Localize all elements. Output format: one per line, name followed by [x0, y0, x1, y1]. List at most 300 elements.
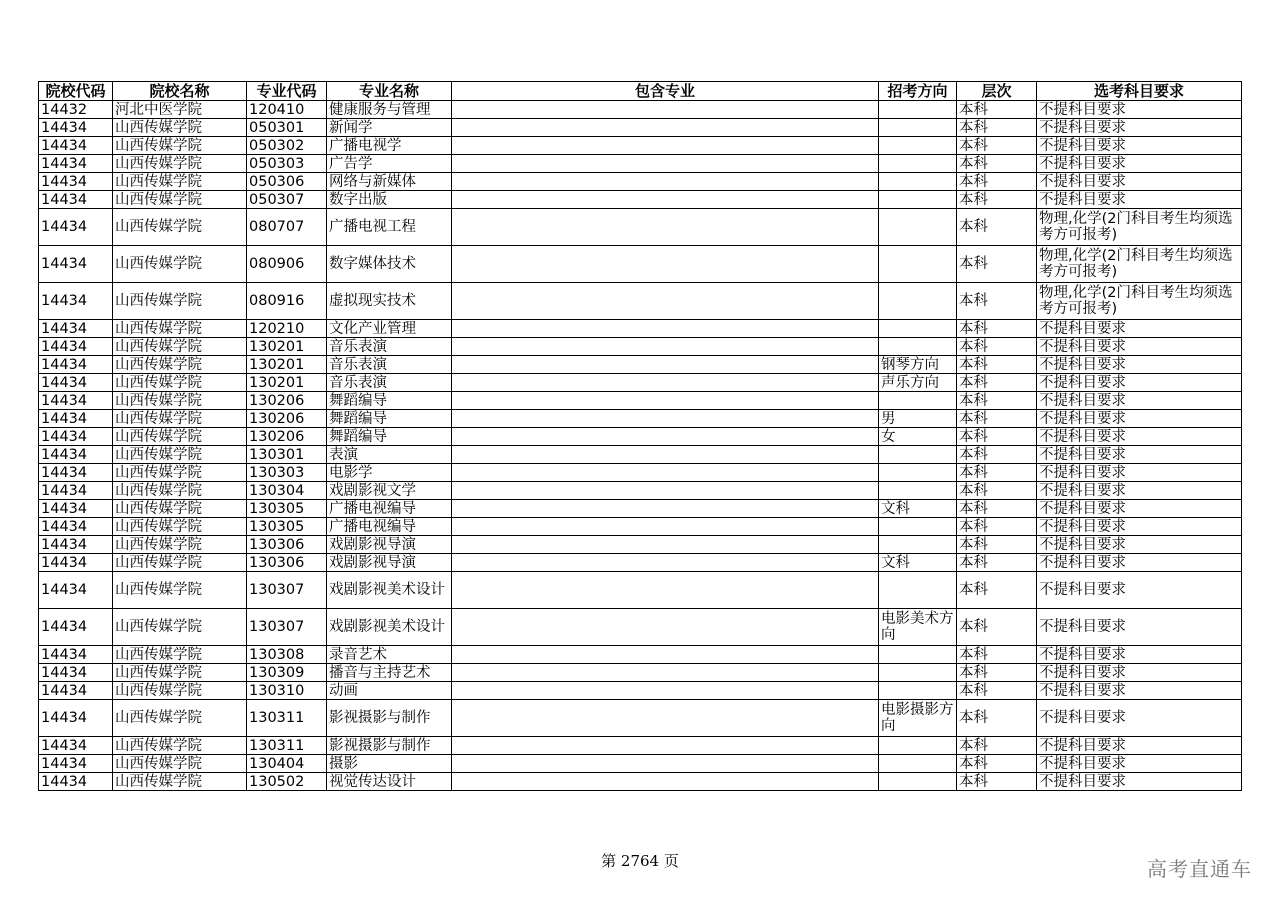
cell-school-code: 14434 [39, 554, 113, 572]
cell-direction [879, 482, 957, 500]
cell-level: 本科 [957, 283, 1037, 320]
cell-level: 本科 [957, 119, 1037, 137]
cell-school-code: 14432 [39, 101, 113, 119]
cell-direction: 男 [879, 410, 957, 428]
cell-school-name: 山西传媒学院 [113, 700, 247, 737]
cell-school-name: 山西传媒学院 [113, 664, 247, 682]
cell-level: 本科 [957, 173, 1037, 191]
table-row [39, 682, 1242, 700]
table-row [39, 737, 1242, 755]
cell-major-name: 音乐表演 [327, 338, 452, 356]
cell-included-majors [452, 773, 879, 791]
cell-major-name: 虚拟现实技术 [327, 283, 452, 320]
cell-school-name: 山西传媒学院 [113, 682, 247, 700]
cell-direction: 电影摄影方向 [879, 700, 957, 737]
cell-major-name: 录音艺术 [327, 646, 452, 664]
cell-level: 本科 [957, 500, 1037, 518]
cell-included-majors [452, 554, 879, 572]
cell-direction [879, 392, 957, 410]
cell-level: 本科 [957, 428, 1037, 446]
cell-direction [879, 536, 957, 554]
cell-included-majors [452, 482, 879, 500]
cell-major-name: 表演 [327, 446, 452, 464]
cell-subject-requirement: 不提科目要求 [1037, 518, 1242, 536]
cell-direction [879, 338, 957, 356]
cell-subject-requirement: 物理,化学(2门科目考生均须选考方可报考) [1037, 246, 1242, 283]
cell-major-name: 影视摄影与制作 [327, 737, 452, 755]
cell-level: 本科 [957, 755, 1037, 773]
cell-included-majors [452, 283, 879, 320]
cell-level: 本科 [957, 682, 1037, 700]
cell-direction: 电影美术方向 [879, 609, 957, 646]
cell-school-code: 14434 [39, 446, 113, 464]
cell-school-code: 14434 [39, 246, 113, 283]
cell-level: 本科 [957, 356, 1037, 374]
cell-level: 本科 [957, 374, 1037, 392]
cell-major-name: 广播电视工程 [327, 209, 452, 246]
cell-included-majors [452, 410, 879, 428]
header-school-name: 院校名称 [113, 82, 247, 101]
cell-level: 本科 [957, 700, 1037, 737]
cell-major-code: 130310 [247, 682, 327, 700]
cell-major-name: 舞蹈编导 [327, 428, 452, 446]
table-row [39, 755, 1242, 773]
cell-subject-requirement: 不提科目要求 [1037, 338, 1242, 356]
table-row [39, 137, 1242, 155]
table-row [39, 500, 1242, 518]
cell-level: 本科 [957, 773, 1037, 791]
table-row [39, 338, 1242, 356]
cell-included-majors [452, 338, 879, 356]
cell-direction [879, 191, 957, 209]
cell-included-majors [452, 755, 879, 773]
cell-school-name: 山西传媒学院 [113, 246, 247, 283]
cell-subject-requirement: 不提科目要求 [1037, 482, 1242, 500]
cell-major-code: 130301 [247, 446, 327, 464]
cell-direction [879, 155, 957, 173]
table-row [39, 356, 1242, 374]
cell-major-name: 音乐表演 [327, 356, 452, 374]
cell-level: 本科 [957, 664, 1037, 682]
cell-major-name: 影视摄影与制作 [327, 700, 452, 737]
table-row [39, 518, 1242, 536]
table-row [39, 572, 1242, 609]
cell-subject-requirement: 不提科目要求 [1037, 646, 1242, 664]
cell-school-name: 山西传媒学院 [113, 773, 247, 791]
cell-level: 本科 [957, 209, 1037, 246]
cell-school-code: 14434 [39, 572, 113, 609]
cell-major-code: 130305 [247, 518, 327, 536]
table-row [39, 374, 1242, 392]
cell-subject-requirement: 物理,化学(2门科目考生均须选考方可报考) [1037, 283, 1242, 320]
cell-school-code: 14434 [39, 755, 113, 773]
cell-major-code: 080707 [247, 209, 327, 246]
cell-major-code: 130311 [247, 700, 327, 737]
cell-school-code: 14434 [39, 464, 113, 482]
cell-major-code: 130206 [247, 392, 327, 410]
cell-subject-requirement: 不提科目要求 [1037, 755, 1242, 773]
table-row [39, 173, 1242, 191]
cell-major-name: 戏剧影视文学 [327, 482, 452, 500]
table-row [39, 700, 1242, 737]
cell-school-code: 14434 [39, 392, 113, 410]
cell-included-majors [452, 572, 879, 609]
cell-included-majors [452, 609, 879, 646]
cell-school-name: 山西传媒学院 [113, 338, 247, 356]
cell-direction [879, 446, 957, 464]
cell-major-code: 130307 [247, 572, 327, 609]
cell-school-name: 山西传媒学院 [113, 464, 247, 482]
header-direction: 招考方向 [879, 82, 957, 101]
cell-subject-requirement: 不提科目要求 [1037, 137, 1242, 155]
cell-level: 本科 [957, 518, 1037, 536]
table-row [39, 536, 1242, 554]
cell-school-code: 14434 [39, 664, 113, 682]
cell-included-majors [452, 320, 879, 338]
cell-school-code: 14434 [39, 283, 113, 320]
cell-direction [879, 173, 957, 191]
table-row [39, 664, 1242, 682]
cell-school-name: 山西传媒学院 [113, 374, 247, 392]
cell-school-name: 山西传媒学院 [113, 137, 247, 155]
table-row [39, 392, 1242, 410]
cell-major-code: 120210 [247, 320, 327, 338]
cell-subject-requirement: 不提科目要求 [1037, 155, 1242, 173]
cell-school-name: 河北中医学院 [113, 101, 247, 119]
cell-school-code: 14434 [39, 482, 113, 500]
watermark-logo: 高考直通车 [1147, 857, 1252, 881]
cell-school-name: 山西传媒学院 [113, 428, 247, 446]
cell-school-name: 山西传媒学院 [113, 737, 247, 755]
cell-direction: 女 [879, 428, 957, 446]
cell-subject-requirement: 不提科目要求 [1037, 572, 1242, 609]
cell-major-name: 数字出版 [327, 191, 452, 209]
cell-major-name: 网络与新媒体 [327, 173, 452, 191]
cell-subject-requirement: 不提科目要求 [1037, 664, 1242, 682]
cell-major-name: 音乐表演 [327, 374, 452, 392]
cell-subject-requirement: 不提科目要求 [1037, 446, 1242, 464]
cell-subject-requirement: 不提科目要求 [1037, 464, 1242, 482]
cell-school-code: 14434 [39, 191, 113, 209]
cell-major-code: 050307 [247, 191, 327, 209]
cell-direction [879, 773, 957, 791]
header-included-majors: 包含专业 [452, 82, 879, 101]
cell-included-majors [452, 356, 879, 374]
cell-level: 本科 [957, 446, 1037, 464]
cell-direction [879, 646, 957, 664]
cell-school-name: 山西传媒学院 [113, 191, 247, 209]
cell-major-name: 舞蹈编导 [327, 410, 452, 428]
cell-subject-requirement: 物理,化学(2门科目考生均须选考方可报考) [1037, 209, 1242, 246]
cell-included-majors [452, 101, 879, 119]
cell-major-code: 120410 [247, 101, 327, 119]
cell-major-name: 播音与主持艺术 [327, 664, 452, 682]
cell-major-code: 080916 [247, 283, 327, 320]
cell-level: 本科 [957, 191, 1037, 209]
cell-school-name: 山西传媒学院 [113, 283, 247, 320]
cell-school-name: 山西传媒学院 [113, 209, 247, 246]
table-row [39, 119, 1242, 137]
cell-school-code: 14434 [39, 209, 113, 246]
cell-school-name: 山西传媒学院 [113, 755, 247, 773]
table-body [39, 101, 1242, 791]
cell-direction [879, 209, 957, 246]
cell-school-code: 14434 [39, 155, 113, 173]
cell-included-majors [452, 137, 879, 155]
cell-included-majors [452, 646, 879, 664]
cell-level: 本科 [957, 737, 1037, 755]
cell-level: 本科 [957, 320, 1037, 338]
cell-subject-requirement: 不提科目要求 [1037, 773, 1242, 791]
cell-direction [879, 518, 957, 536]
cell-school-code: 14434 [39, 700, 113, 737]
cell-major-name: 动画 [327, 682, 452, 700]
cell-school-name: 山西传媒学院 [113, 482, 247, 500]
cell-subject-requirement: 不提科目要求 [1037, 320, 1242, 338]
cell-major-name: 戏剧影视美术设计 [327, 572, 452, 609]
cell-level: 本科 [957, 155, 1037, 173]
cell-level: 本科 [957, 646, 1037, 664]
cell-level: 本科 [957, 410, 1037, 428]
cell-major-code: 130308 [247, 646, 327, 664]
cell-major-code: 130311 [247, 737, 327, 755]
cell-level: 本科 [957, 338, 1037, 356]
header-subject-requirement: 选考科目要求 [1037, 82, 1242, 101]
cell-major-code: 130303 [247, 464, 327, 482]
cell-subject-requirement: 不提科目要求 [1037, 682, 1242, 700]
cell-school-code: 14434 [39, 173, 113, 191]
cell-major-code: 130309 [247, 664, 327, 682]
header-level: 层次 [957, 82, 1037, 101]
cell-major-name: 摄影 [327, 755, 452, 773]
cell-level: 本科 [957, 609, 1037, 646]
cell-direction: 钢琴方向 [879, 356, 957, 374]
cell-major-code: 050301 [247, 119, 327, 137]
cell-included-majors [452, 428, 879, 446]
header-major-name: 专业名称 [327, 82, 452, 101]
cell-major-name: 视觉传达设计 [327, 773, 452, 791]
cell-school-code: 14434 [39, 320, 113, 338]
cell-major-name: 健康服务与管理 [327, 101, 452, 119]
cell-level: 本科 [957, 392, 1037, 410]
cell-major-code: 130201 [247, 338, 327, 356]
cell-included-majors [452, 682, 879, 700]
cell-school-name: 山西传媒学院 [113, 392, 247, 410]
cell-included-majors [452, 500, 879, 518]
page-number: 第 2764 页 [601, 852, 679, 870]
cell-major-name: 戏剧影视导演 [327, 554, 452, 572]
cell-major-code: 130306 [247, 554, 327, 572]
cell-school-code: 14434 [39, 536, 113, 554]
table-row [39, 646, 1242, 664]
cell-major-name: 戏剧影视导演 [327, 536, 452, 554]
cell-included-majors [452, 446, 879, 464]
cell-major-code: 130206 [247, 410, 327, 428]
table-row [39, 446, 1242, 464]
cell-subject-requirement: 不提科目要求 [1037, 536, 1242, 554]
cell-direction [879, 119, 957, 137]
cell-included-majors [452, 155, 879, 173]
table-row [39, 428, 1242, 446]
cell-included-majors [452, 737, 879, 755]
cell-level: 本科 [957, 554, 1037, 572]
table-row [39, 609, 1242, 646]
header-major-code: 专业代码 [247, 82, 327, 101]
cell-major-code: 130307 [247, 609, 327, 646]
cell-major-name: 文化产业管理 [327, 320, 452, 338]
cell-school-code: 14434 [39, 609, 113, 646]
cell-level: 本科 [957, 246, 1037, 283]
cell-included-majors [452, 209, 879, 246]
cell-major-code: 130206 [247, 428, 327, 446]
cell-level: 本科 [957, 572, 1037, 609]
cell-included-majors [452, 246, 879, 283]
cell-major-code: 050303 [247, 155, 327, 173]
cell-level: 本科 [957, 464, 1037, 482]
cell-school-code: 14434 [39, 682, 113, 700]
cell-direction: 声乐方向 [879, 374, 957, 392]
cell-included-majors [452, 464, 879, 482]
cell-included-majors [452, 536, 879, 554]
cell-school-name: 山西传媒学院 [113, 119, 247, 137]
cell-subject-requirement: 不提科目要求 [1037, 700, 1242, 737]
table-row [39, 482, 1242, 500]
cell-direction [879, 664, 957, 682]
cell-school-code: 14434 [39, 518, 113, 536]
cell-direction [879, 464, 957, 482]
cell-school-name: 山西传媒学院 [113, 173, 247, 191]
cell-direction [879, 755, 957, 773]
cell-school-name: 山西传媒学院 [113, 646, 247, 664]
cell-school-name: 山西传媒学院 [113, 356, 247, 374]
cell-major-code: 130306 [247, 536, 327, 554]
cell-direction [879, 737, 957, 755]
cell-subject-requirement: 不提科目要求 [1037, 500, 1242, 518]
cell-school-name: 山西传媒学院 [113, 536, 247, 554]
cell-included-majors [452, 119, 879, 137]
cell-major-name: 广播电视编导 [327, 500, 452, 518]
cell-subject-requirement: 不提科目要求 [1037, 356, 1242, 374]
cell-direction: 文科 [879, 500, 957, 518]
table-row [39, 191, 1242, 209]
cell-major-name: 新闻学 [327, 119, 452, 137]
cell-major-name: 舞蹈编导 [327, 392, 452, 410]
cell-direction [879, 246, 957, 283]
cell-direction [879, 137, 957, 155]
cell-included-majors [452, 392, 879, 410]
cell-school-code: 14434 [39, 737, 113, 755]
header-school-code: 院校代码 [39, 82, 113, 101]
cell-direction [879, 572, 957, 609]
cell-subject-requirement: 不提科目要求 [1037, 609, 1242, 646]
cell-school-code: 14434 [39, 646, 113, 664]
cell-major-name: 广告学 [327, 155, 452, 173]
cell-major-code: 130201 [247, 374, 327, 392]
cell-subject-requirement: 不提科目要求 [1037, 410, 1242, 428]
cell-major-code: 130404 [247, 755, 327, 773]
cell-school-code: 14434 [39, 119, 113, 137]
cell-direction [879, 320, 957, 338]
cell-school-code: 14434 [39, 500, 113, 518]
table-row [39, 320, 1242, 338]
cell-included-majors [452, 374, 879, 392]
cell-direction: 文科 [879, 554, 957, 572]
cell-major-name: 广播电视学 [327, 137, 452, 155]
cell-subject-requirement: 不提科目要求 [1037, 119, 1242, 137]
cell-included-majors [452, 664, 879, 682]
cell-school-name: 山西传媒学院 [113, 410, 247, 428]
table-row [39, 410, 1242, 428]
cell-included-majors [452, 700, 879, 737]
table-row [39, 209, 1242, 246]
cell-major-code: 050306 [247, 173, 327, 191]
cell-school-name: 山西传媒学院 [113, 500, 247, 518]
cell-subject-requirement: 不提科目要求 [1037, 392, 1242, 410]
cell-school-name: 山西传媒学院 [113, 155, 247, 173]
cell-major-code: 130201 [247, 356, 327, 374]
cell-subject-requirement: 不提科目要求 [1037, 554, 1242, 572]
cell-level: 本科 [957, 101, 1037, 119]
cell-included-majors [452, 173, 879, 191]
cell-school-code: 14434 [39, 356, 113, 374]
cell-major-code: 130304 [247, 482, 327, 500]
cell-level: 本科 [957, 536, 1037, 554]
cell-major-name: 广播电视编导 [327, 518, 452, 536]
cell-major-name: 数字媒体技术 [327, 246, 452, 283]
cell-school-code: 14434 [39, 374, 113, 392]
cell-school-name: 山西传媒学院 [113, 554, 247, 572]
cell-school-code: 14434 [39, 137, 113, 155]
table-row [39, 773, 1242, 791]
table-row [39, 554, 1242, 572]
cell-included-majors [452, 518, 879, 536]
table-row [39, 101, 1242, 119]
table-row [39, 283, 1242, 320]
admissions-table [38, 81, 1242, 791]
cell-major-code: 130502 [247, 773, 327, 791]
cell-level: 本科 [957, 137, 1037, 155]
cell-direction [879, 283, 957, 320]
cell-major-code: 080906 [247, 246, 327, 283]
cell-subject-requirement: 不提科目要求 [1037, 737, 1242, 755]
cell-major-code: 050302 [247, 137, 327, 155]
cell-major-code: 130305 [247, 500, 327, 518]
table-row [39, 155, 1242, 173]
cell-school-code: 14434 [39, 338, 113, 356]
table-row [39, 246, 1242, 283]
cell-major-name: 电影学 [327, 464, 452, 482]
cell-subject-requirement: 不提科目要求 [1037, 173, 1242, 191]
cell-school-code: 14434 [39, 773, 113, 791]
cell-direction [879, 682, 957, 700]
cell-subject-requirement: 不提科目要求 [1037, 428, 1242, 446]
cell-school-name: 山西传媒学院 [113, 446, 247, 464]
cell-level: 本科 [957, 482, 1037, 500]
cell-school-code: 14434 [39, 410, 113, 428]
cell-subject-requirement: 不提科目要求 [1037, 374, 1242, 392]
cell-subject-requirement: 不提科目要求 [1037, 101, 1242, 119]
cell-subject-requirement: 不提科目要求 [1037, 191, 1242, 209]
cell-direction [879, 101, 957, 119]
cell-school-name: 山西传媒学院 [113, 609, 247, 646]
table-header-row [39, 82, 1242, 101]
cell-school-name: 山西传媒学院 [113, 572, 247, 609]
cell-school-code: 14434 [39, 428, 113, 446]
table-row [39, 464, 1242, 482]
cell-included-majors [452, 191, 879, 209]
cell-school-name: 山西传媒学院 [113, 518, 247, 536]
cell-school-name: 山西传媒学院 [113, 320, 247, 338]
